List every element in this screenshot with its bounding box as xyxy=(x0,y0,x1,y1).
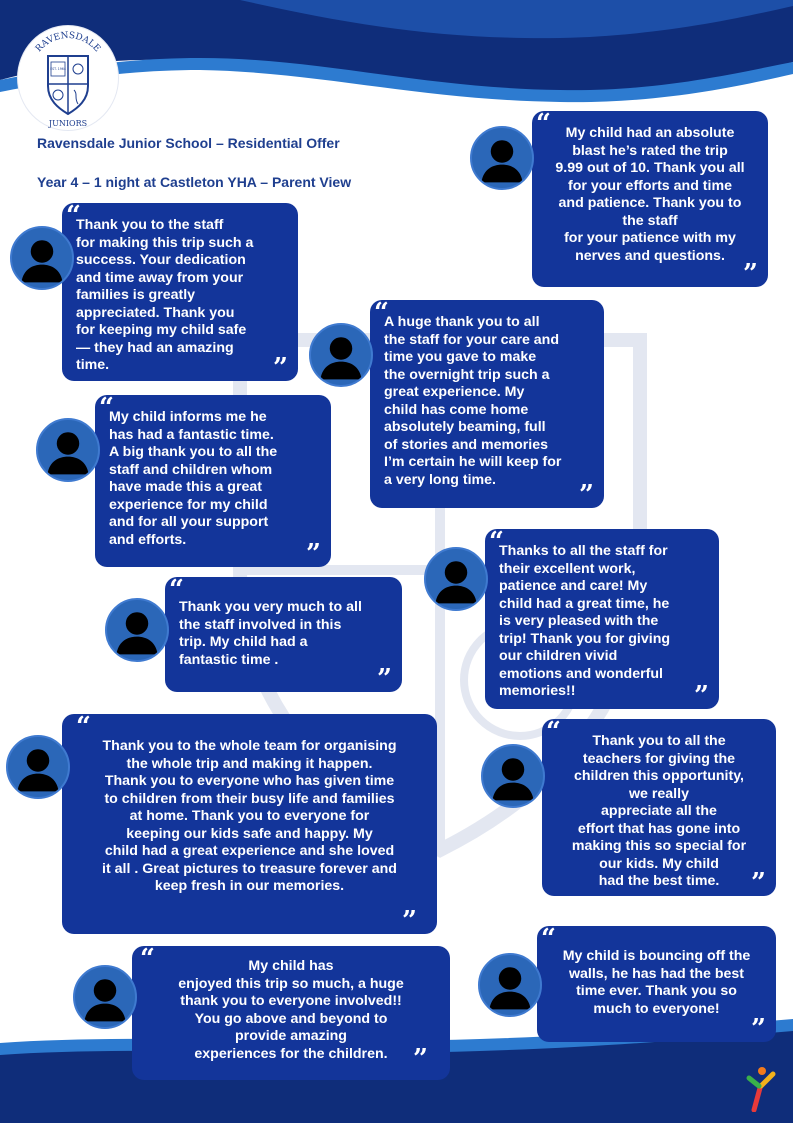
brand-figure-icon xyxy=(742,1066,780,1112)
close-quote-icon: ” xyxy=(306,539,321,569)
logo-est-text: EST. 1964 xyxy=(50,67,66,71)
open-quote-icon: “ xyxy=(99,393,114,423)
parent-avatar-icon xyxy=(10,226,74,290)
testimonial-text: My child informs me he has had a fantastic time. A big thank you to all the staff and children whom have made this a great experience for my child and for all your support and efforts. xyxy=(109,409,278,548)
parent-avatar-icon xyxy=(6,735,70,799)
testimonial-card xyxy=(62,203,298,381)
open-quote-icon: “ xyxy=(374,298,389,328)
logo-bottom-text: JUNIORS xyxy=(48,119,88,128)
open-quote-icon: “ xyxy=(536,109,551,139)
parent-avatar-icon xyxy=(105,598,169,662)
testimonial-card xyxy=(370,300,604,508)
open-quote-icon: “ xyxy=(541,924,556,954)
testimonial-card xyxy=(95,395,331,567)
parent-avatar-icon xyxy=(309,323,373,387)
testimonial-card xyxy=(532,111,768,287)
testimonial-text: My child had an absolute blast he’s rated the trip 9.99 out of 10. Thank you all for your efforts and time and patience. Thank you to the staff for your patience with my nerves and questions. xyxy=(555,125,745,264)
open-quote-icon: “ xyxy=(76,712,91,742)
testimonial-text: My child has enjoyed this trip so much, a huge thank you to everyone involved!! You go above and beyond to provide amazing experiences for the children. xyxy=(178,958,404,1062)
logo-top-text: RAVENSDALE xyxy=(34,30,102,55)
close-quote-icon: ” xyxy=(579,480,594,510)
testimonial-text: Thanks to all the staff for their excellent work, patience and care! My child had a great time, he is very pleased with the trip! Thank you for giving our children vivid emotions and wonderful memories!! xyxy=(499,543,671,699)
open-quote-icon: “ xyxy=(169,575,184,605)
close-quote-icon: ” xyxy=(377,664,392,694)
testimonial-text: A huge thank you to all the staff for your care and time you gave to make the overnight trip such a great experience. My child has come home absolutely beaming, full of stories and memories I’m certain he will keep for a very long time. xyxy=(384,314,562,488)
testimonial-card xyxy=(132,946,450,1080)
close-quote-icon: ” xyxy=(743,259,758,289)
open-quote-icon: “ xyxy=(546,717,561,747)
close-quote-icon: ” xyxy=(273,353,288,383)
testimonial-text: Thank you to all the teachers for giving the children this opportunity, we really appreciate all the effort that has gone into making this so special for our kids. My child had the best time. xyxy=(571,733,747,889)
svg-text:RAVENSDALE xyxy=(34,31,102,54)
testimonial-text: Thank you to the staff for making this trip such a success. Your dedication and time away from your families is greatly appreciated. Thank you for keeping my child safe — they had an amazing time. xyxy=(76,217,254,373)
testimonial-card xyxy=(165,577,402,692)
close-quote-icon: ” xyxy=(751,1014,766,1044)
testimonial-text: Thank you very much to all the staff involved in this trip. My child had a fantastic time . xyxy=(179,599,362,668)
testimonial-card xyxy=(542,719,776,896)
parent-avatar-icon xyxy=(73,965,137,1029)
close-quote-icon: ” xyxy=(402,906,417,936)
testimonial-text: Thank you to the whole team for organising the whole trip and making it happen. Thank you to everyone who has given time to children from their busy life and families at home. Thank you to everyone for keeping our kids safe and happy. My child had a great experience and she loved it all . Great pictures to treasure forever and keep fresh in our memories. xyxy=(102,738,397,894)
parent-avatar-icon xyxy=(478,953,542,1017)
testimonial-text: My child is bouncing off the walls, he has had the best time ever. Thank you so much to everyone! xyxy=(562,948,751,1017)
page-subtitle: Year 4 – 1 night at Castleton YHA – Parent View xyxy=(37,174,352,190)
testimonial-card xyxy=(537,926,776,1042)
close-quote-icon: ” xyxy=(694,681,709,711)
testimonial-card xyxy=(485,529,719,709)
school-logo xyxy=(18,26,118,130)
close-quote-icon: ” xyxy=(751,868,766,898)
parent-avatar-icon xyxy=(470,126,534,190)
close-quote-icon: ” xyxy=(413,1044,428,1074)
parent-avatar-icon xyxy=(481,744,545,808)
page-title: Ravensdale Junior School – Residential Offer xyxy=(37,135,340,151)
parent-avatar-icon xyxy=(424,547,488,611)
parent-avatar-icon xyxy=(36,418,100,482)
open-quote-icon: “ xyxy=(140,944,155,974)
open-quote-icon: “ xyxy=(489,527,504,557)
testimonial-card xyxy=(62,714,437,934)
open-quote-icon: “ xyxy=(66,201,81,231)
